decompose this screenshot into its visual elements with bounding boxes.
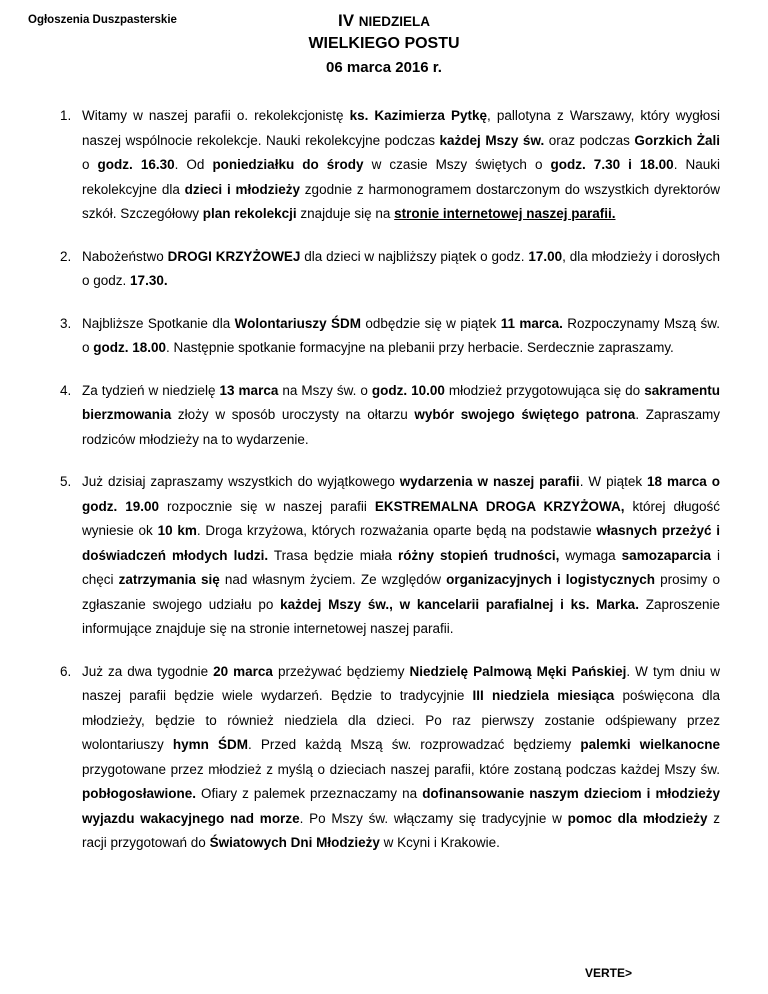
bold-text: Wolontariuszy ŚDM	[234, 315, 362, 331]
announcement-text	[82, 383, 720, 447]
bold-text: 13 marca	[219, 382, 279, 398]
bold-text: poniedziałku do środy	[212, 157, 364, 172]
text-segment: . Droga krzyżowa, których rozważania oparte będą na podstawie	[196, 523, 597, 538]
announcement-text	[82, 316, 720, 356]
text-segment: Trasa będzie miała	[268, 547, 399, 563]
page-header	[0, 10, 768, 81]
text-segment: znajduje się na	[296, 206, 395, 221]
announcement-number: 2.	[60, 248, 72, 264]
document-label: Ogłoszenia Duszpasterskie	[28, 14, 177, 26]
bold-text: pobłogosławione.	[82, 786, 196, 801]
bold-text: palemki wielkanocne	[580, 737, 720, 752]
text-segment: złoży w sposób uroczysty na ołtarzu	[171, 407, 415, 422]
title-word: NIEDZIELA	[358, 14, 431, 29]
bold-text: dofinansowanie naszym dzieciom i młodzieży wyjazdu wakacyjnego nad morze	[82, 786, 720, 826]
text-segment: Zaproszenie informujące znajduje się na stronie internetowej naszej parafii.	[82, 596, 720, 636]
text-segment: nad własnym życiem. Ze względów	[219, 572, 447, 587]
text-segment: odbędzie się w piątek	[361, 315, 501, 331]
text-segment: z racji przygotowań do	[82, 810, 720, 850]
bold-text: zatrzymania się	[118, 572, 220, 587]
text-segment: dla dzieci w najbliższy piątek o godz.	[300, 248, 529, 264]
text-segment: Nabożeństwo	[82, 248, 168, 264]
bold-text: organizacyjnych i logistycznych	[446, 572, 656, 587]
announcement-number: 1.	[60, 108, 72, 123]
bold-text: 10 km	[157, 523, 197, 538]
text-segment: przeżywać będziemy	[272, 663, 410, 679]
title-roman: IV	[337, 11, 355, 30]
bold-text: 11 marca.	[500, 315, 563, 331]
announcement-item	[60, 312, 720, 361]
text-segment: rozpocznie się w naszej parafii	[159, 498, 375, 514]
bold-text: 17.30.	[130, 273, 168, 288]
bold-text: DROGI KRZYŻOWEJ	[167, 248, 301, 264]
text-segment: Najbliższe Spotkanie dla	[82, 315, 235, 331]
announcement-text	[82, 474, 720, 636]
announcement-number: 3.	[60, 315, 72, 331]
text-segment: . Od	[174, 157, 213, 172]
text-segment: oraz podczas	[544, 132, 635, 148]
website-link-text: stronie internetowej naszej parafii.	[394, 206, 616, 221]
text-segment: Ofiary z palemek przeznaczamy na	[196, 786, 423, 801]
bold-text: 18 marca o godz. 19.00	[82, 474, 720, 514]
bold-text: własnych przeżyć i doświadczeń młodych ludzi.	[82, 523, 720, 563]
title-line-1	[0, 10, 768, 32]
bold-text: 17.00	[528, 248, 563, 264]
title-date: 06 marca 2016 r.	[326, 59, 442, 76]
title-line-2: WIELKIEGO POSTU	[308, 35, 460, 52]
text-segment: na Mszy św. o	[278, 382, 372, 398]
bold-text: III niedziela miesiąca	[472, 688, 615, 703]
bold-text: każdej Mszy św., w kancelarii parafialnej i ks. Marka.	[280, 596, 639, 612]
text-segment: i chęci	[82, 547, 721, 587]
bold-text: sakramentu bierzmowania	[82, 382, 720, 422]
bold-text: wydarzenia w naszej parafii	[399, 474, 580, 489]
bold-text: EKSTREMALNA DROGA KRZYŻOWA,	[374, 498, 625, 514]
bold-text: dzieci i młodzieży	[184, 181, 301, 197]
text-segment: w Kcyni i Krakowie.	[379, 835, 500, 850]
text-segment: Już dzisiaj zapraszamy wszystkich do wyjątkowego	[82, 474, 400, 489]
announcements-list	[60, 104, 720, 874]
text-segment: . W piątek	[579, 474, 648, 489]
text-segment: . Następnie spotkanie formacyjne na plebanii przy herbacie. Serdecznie zapraszamy.	[166, 340, 674, 355]
bold-text: pomoc dla młodzieży	[567, 810, 708, 826]
bold-text: 20 marca	[213, 663, 273, 679]
bold-text: godz. 18.00	[93, 340, 167, 355]
text-segment: Już za dwa tygodnie	[82, 663, 214, 679]
bold-text: plan rekolekcji	[202, 206, 297, 221]
text-segment: Witamy w naszej parafii o. rekolekcjonistę	[82, 108, 350, 123]
bold-text: Światowych Dni Młodzieży	[209, 835, 380, 850]
text-segment: zgodnie z harmonogramem dostarczonym do wszystkich dyrektorów szkół. Szczegółowy	[82, 181, 720, 221]
announcement-text	[82, 108, 720, 221]
text-segment: poświęcona dla młodzieży, będzie to również niedziela dla dzieci. Po raz pierwszy zostanie odśpiewany przez wolontariuszy	[82, 688, 720, 752]
bold-text: hymn ŚDM	[172, 737, 248, 752]
announcement-item	[60, 470, 720, 642]
text-segment: . Przed każdą Mszą św. rozprowadzać będziemy	[248, 737, 581, 752]
text-segment: . Zapraszamy rodziców młodzieży na to wydarzenie.	[82, 407, 720, 447]
announcement-text	[82, 664, 720, 851]
text-segment: przygotowane przez młodzież z myślą o dzieciach naszej parafii, które zostaną podczas każdej Mszy św.	[82, 761, 720, 777]
announcement-item	[60, 660, 720, 856]
text-segment: prosimy o zgłaszanie swojego udziału po	[82, 572, 720, 612]
announcement-item	[60, 245, 720, 294]
announcement-number: 5.	[60, 474, 72, 489]
bold-text: każdej Mszy św.	[439, 132, 545, 148]
bold-text: godz. 10.00	[371, 382, 445, 398]
announcement-item	[60, 104, 720, 227]
text-segment: Rozpoczynamy Mszą św. o	[82, 315, 720, 355]
text-segment: której długość wyniesie ok	[82, 498, 720, 538]
bold-text: wybór swojego świętego patrona	[414, 407, 636, 422]
text-segment: . Po Mszy św. włączamy się tradycyjnie w	[299, 810, 568, 826]
text-segment: . Nauki rekolekcyjne dla	[82, 157, 720, 197]
bold-text: godz. 7.30 i 18.00	[550, 157, 674, 172]
text-segment: o	[82, 157, 98, 172]
bold-text: samozaparcia	[621, 547, 711, 563]
verte-label: VERTE>	[585, 966, 633, 980]
bold-text: ks. Kazimierza Pytkę	[349, 108, 488, 123]
text-segment: Za tydzień w niedzielę	[82, 382, 220, 398]
bold-text: Niedzielę Palmową Męki Pańskiej	[409, 663, 627, 679]
announcement-number: 6.	[60, 663, 72, 679]
text-segment: wymaga	[559, 547, 622, 563]
bold-text: Gorzkich Żali	[634, 132, 720, 148]
announcement-text	[82, 249, 720, 289]
text-segment: , dla młodzieży i dorosłych o godz.	[82, 248, 720, 288]
announcement-number: 4.	[60, 382, 72, 398]
text-segment: w czasie Mszy świętych o	[363, 157, 551, 172]
text-segment: . W tym dniu w naszej parafii będzie wiele wydarzeń. Będzie to tradycyjnie	[82, 663, 720, 703]
bold-text: godz. 16.30	[97, 157, 175, 172]
text-segment: młodzież przygotowująca się do	[444, 382, 645, 398]
announcement-item	[60, 379, 720, 453]
text-segment: , pallotyna z Warszawy, który wygłosi naszej wspólnocie rekolekcje. Nauki rekolekcyjne podczas	[82, 108, 720, 148]
bold-text: różny stopień trudności,	[398, 547, 560, 563]
